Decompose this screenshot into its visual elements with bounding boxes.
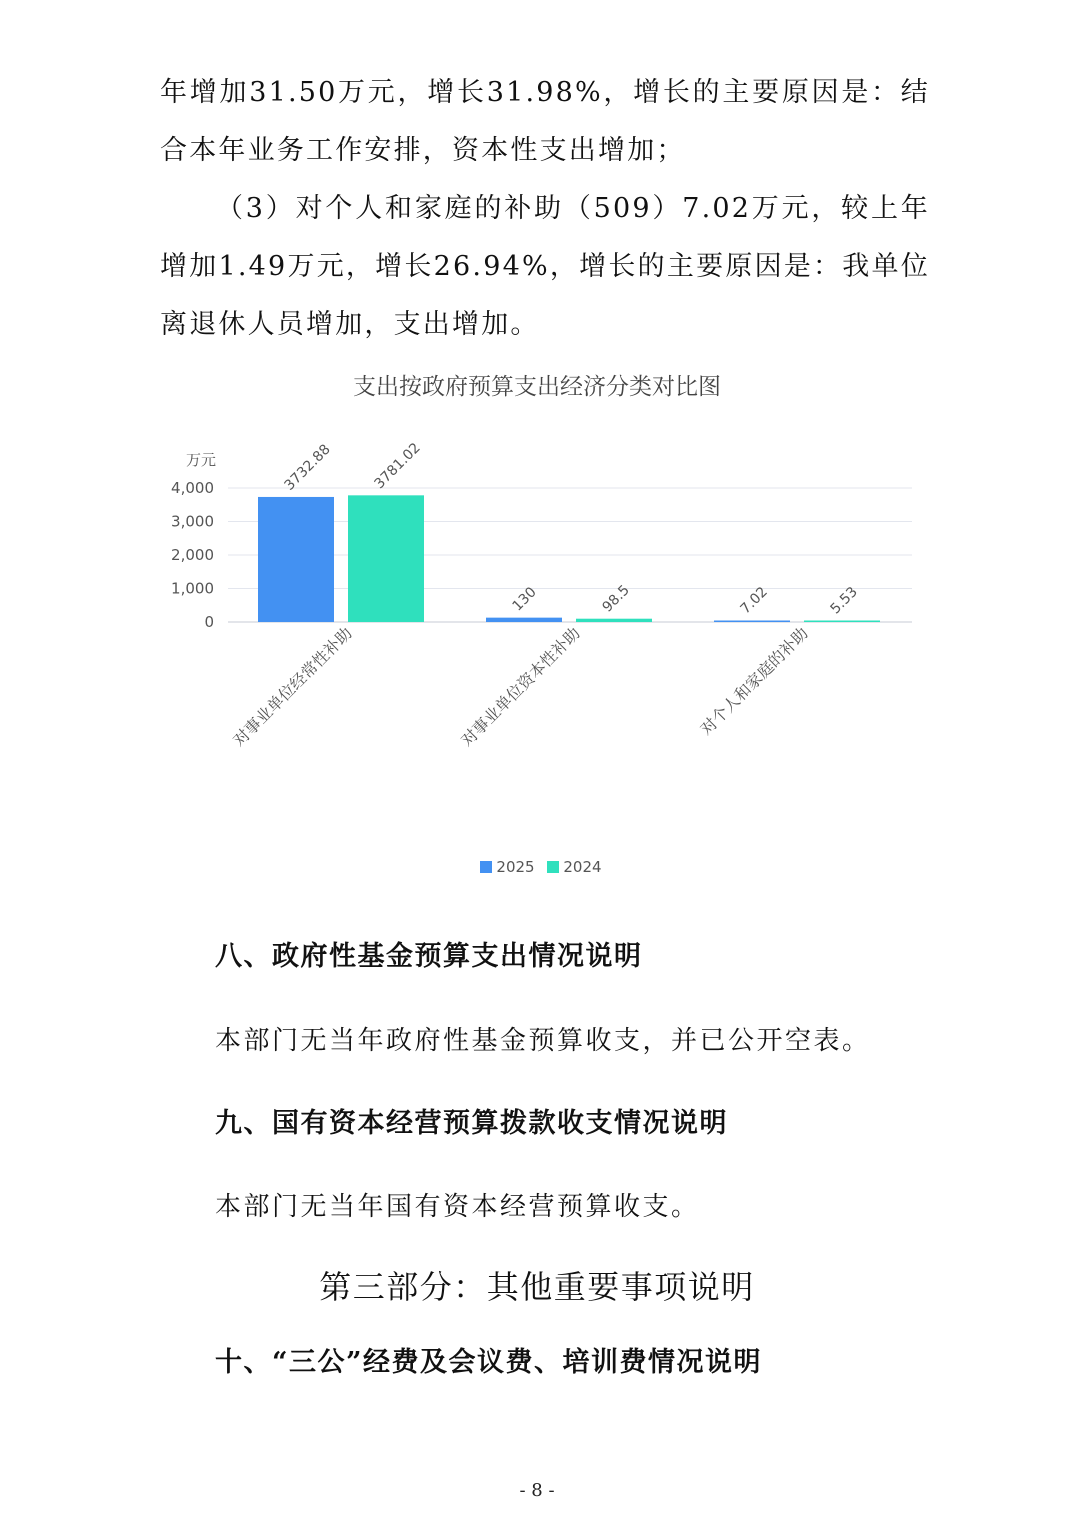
legend-label-2024: 2024	[563, 858, 602, 876]
y-axis-unit-label: 万元	[185, 451, 216, 469]
chart-title: 支出按政府预算支出经济分类对比图	[353, 374, 721, 400]
bar-2025-2	[714, 621, 790, 623]
y-tick-label: 3,000	[171, 512, 214, 531]
y-tick-label: 2,000	[171, 546, 214, 564]
x-category-label: 对事业单位资本性补助	[457, 623, 584, 750]
paragraph-personal-subsidy: （3）对个人和家庭的补助（509）7.02万元，较上年增加1.49万元，增长26.94%，增长的主要原因是：我单位离退休人员增加，支出增加。	[160, 193, 930, 340]
y-tick-label: 1,000	[171, 579, 214, 598]
legend-swatch-2025	[480, 861, 492, 873]
data-label: 3781.02	[371, 439, 424, 493]
page-number: - 8 -	[519, 1480, 555, 1501]
bar-2024-1	[576, 619, 652, 622]
expenditure-comparison-chart	[0, 430, 1074, 850]
chart-legend	[0, 858, 1074, 876]
x-category-label: 对事业单位经常性补助	[229, 623, 356, 750]
y-tick-label: 4,000	[171, 479, 214, 497]
bar-2025-0	[258, 497, 334, 622]
bar-2024-2	[804, 621, 880, 623]
part-3-title: 第三部分：其他重要事项说明	[319, 1268, 755, 1306]
data-label: 5.53	[827, 583, 861, 618]
data-label: 98.5	[599, 582, 633, 616]
section-9-heading: 九、国有资本经营预算拨款收支情况说明	[215, 1108, 728, 1139]
section-10-heading: 十、“三公”经费及会议费、培训费情况说明	[215, 1347, 763, 1378]
paragraph-capital-subsidy: 年增加31.50万元，增长31.98%，增长的主要原因是：结合本年业务工作安排，资本性支出增加；	[160, 77, 930, 166]
legend-label-2025: 2025	[496, 858, 535, 876]
data-label: 130	[509, 584, 540, 615]
data-label: 7.02	[737, 583, 771, 618]
bar-2024-0	[348, 495, 424, 622]
bar-2025-1	[486, 618, 562, 622]
section-8-body: 本部门无当年政府性基金预算收支，并已公开空表。	[215, 1026, 871, 1056]
section-8-heading: 八、政府性基金预算支出情况说明	[215, 941, 643, 972]
data-label: 3732.88	[281, 441, 334, 494]
legend-swatch-2024	[547, 861, 559, 873]
section-9-body: 本部门无当年国有资本经营预算收支。	[215, 1192, 700, 1222]
x-category-label: 对个人和家庭的补助	[696, 623, 812, 739]
y-tick-label: 0	[204, 613, 214, 631]
